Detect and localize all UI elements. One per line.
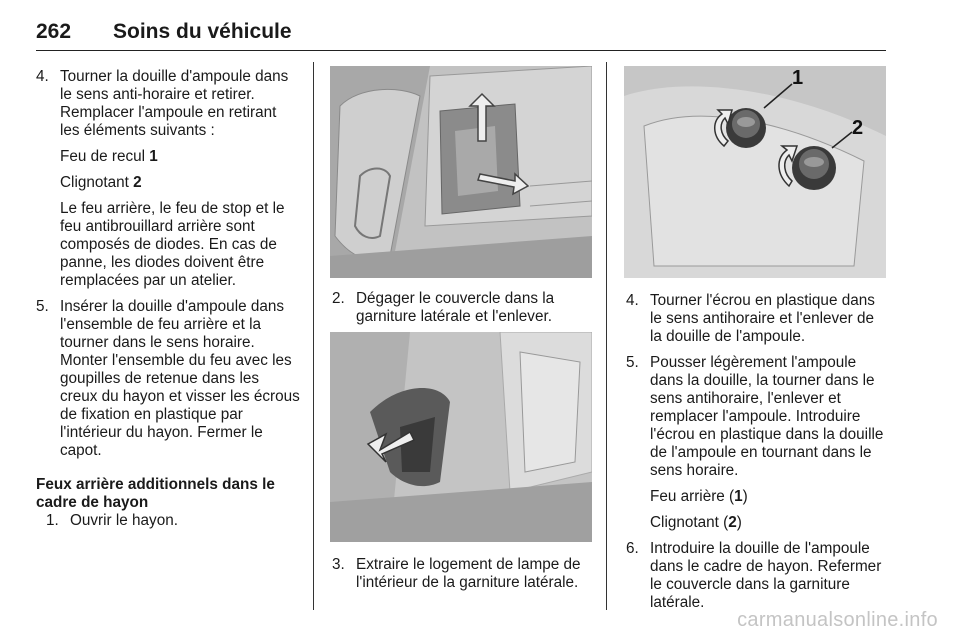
page-number: 262: [36, 20, 72, 43]
step-2-remove-cover: 2. Dégager le couvercle dans la garniture latérale et l'enlever.: [332, 290, 555, 325]
column-divider-right: [606, 62, 607, 610]
trim-cover-drawing: [330, 66, 592, 278]
middle-column-step2: [332, 290, 594, 334]
indicator-line-right: Clignotant (2): [650, 514, 742, 531]
step-3-extract-housing: 3. Extraire le logement de lampe de l'intérieur de la garniture latérale.: [332, 556, 581, 591]
step-6-insert-socket: 6. Introduire la douille de l'ampoule dans le cadre de hayon. Refermer le couvercle dans la garniture latérale.: [626, 540, 882, 611]
reverse-lamp-line: Feu de recul 1: [60, 148, 158, 165]
illustration-bulb-sockets: [624, 66, 886, 278]
page-header: [36, 20, 886, 51]
bulb-sockets-drawing: [624, 66, 886, 278]
step-1-open-tailgate: 1. Ouvrir le hayon.: [46, 512, 178, 529]
indicator-line: Clignotant 2: [60, 174, 142, 191]
subsection-heading: Feux arrière additionnels dans le cadre de hayon: [36, 476, 275, 511]
illustration-lamp-housing: [330, 332, 592, 542]
callout-1: 1: [792, 67, 804, 89]
lamp-housing-drawing: [330, 332, 592, 542]
step-4-remove-nut: 4. Tourner l'écrou en plastique dans le sens antihoraire et l'enlever de la douille de l'ampoule.: [626, 292, 875, 345]
callout-2: 2: [852, 117, 864, 139]
section-title: Soins du véhicule: [113, 20, 292, 43]
column-divider-left: [313, 62, 314, 610]
led-note: Le feu arrière, le feu de stop et le feu antibrouillard arrière sont composés de diodes. En cas de panne, les diodes doivent être remplacées par un atelier.: [60, 200, 285, 289]
step-5-replace-bulb: 5. Pousser légèrement l'ampoule dans la douille, la tourner dans le sens antihoraire, l'enlever et remplacer l'ampoule. Introduire l'écrou en plastique dans la douille de l'ampoule en tournant dans le sens horaire.: [626, 354, 884, 479]
middle-column-step3: [332, 556, 594, 600]
step-4-remove-socket: 4. Tourner la douille d'ampoule dans le sens anti-horaire et retirer. Remplacer l'ampoule en retirant les éléments suivants :: [36, 68, 289, 139]
right-column: [626, 292, 888, 620]
step-5-insert-socket: 5. Insérer la douille d'ampoule dans l'ensemble de feu arrière et la tourner dans le sens horaire. Monter l'ensemble du feu avec les goupilles de retenue dans les creux du hayon et visser les écrous de fixation en plastique par l'intérieur du hayon. Fermer le capot.: [36, 298, 300, 459]
left-column: [36, 68, 300, 538]
illustration-trim-cover: [330, 66, 592, 278]
watermark: carmanualsonline.info: [737, 609, 938, 631]
rear-lamp-line: Feu arrière (1): [650, 488, 748, 505]
